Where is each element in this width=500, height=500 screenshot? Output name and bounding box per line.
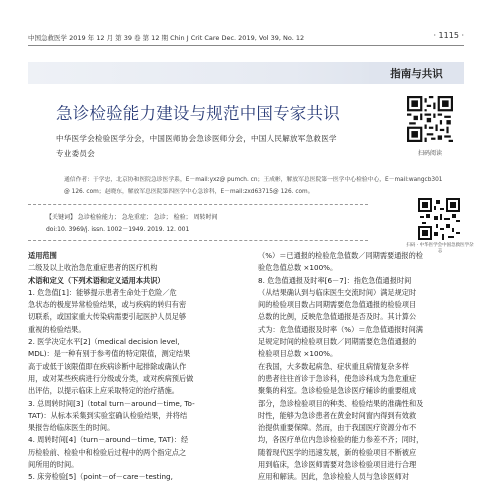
author-line: 专业委员会 xyxy=(56,148,95,158)
body-text-line: 部分，急诊检验项目的种类、检验结果的准确性和及 xyxy=(258,398,424,408)
body-text-line: （从结果确认到与临床医生交流时间）满足规定时 xyxy=(258,287,417,297)
body-text-line: 验危急值总数 ×100%。 xyxy=(258,263,338,273)
body-text-line: 均，各医疗单位内急诊检验的能力参差不齐；同时， xyxy=(258,435,424,445)
body-text-line: 聚集的科室。急诊检验是急诊医疗辅诊的重要组成 xyxy=(258,386,417,396)
body-text-line: 应用和解读。因此，急诊检验人员与急诊医师对 xyxy=(258,472,409,482)
page-number: · 1115 · xyxy=(433,31,464,40)
right-column xyxy=(258,250,463,484)
body-text-line: 间所用的时间。 xyxy=(28,460,79,470)
body-text-line: 历检验前、检验中和检验后过程中的两个指定点之 xyxy=(28,447,187,457)
body-text-line: 3. 总周转时间[3]（total turn－around－time, To- xyxy=(28,398,195,408)
body-text-line: 足规定时间的检验项目数／同期需要危急值通报的 xyxy=(258,337,417,347)
body-text-line: 急状态的极度异常检验结果，或与疾病的转归有密 xyxy=(28,300,187,310)
doi-line: doi:10. 3969/j. issn. 1002－1949. 2019. 12. 001 xyxy=(46,226,190,233)
body-text-line: 随着现代医学的迅速发展，新的检验项目不断被应 xyxy=(258,447,417,457)
qr-code-icon[interactable] xyxy=(407,96,453,142)
body-text-line: 总数的比例，反映危急值通报是否及时。其计算公 xyxy=(258,312,417,322)
correspondence-line: @ 126. com；赵晓东，解放军总医院第四医学中心急诊科，E－mail:zxd63715@ 126. com。 xyxy=(64,189,314,195)
qr2-caption: 扫码 · 中华医学会中国急救医学杂志 xyxy=(406,243,474,254)
body-text-line: （%）＝已通报的检验危急值数／同期需要通报的检 xyxy=(258,251,423,260)
body-text-line: 二级及以上收治急危重症患者的医疗机构 xyxy=(28,263,158,273)
body-text-line: 2. 医学决定水平[2]（medical decision level, xyxy=(28,337,180,347)
author-line: 中华医学会检验医学分会，中国医师协会急诊医师分会，中国人民解放军急救医学 xyxy=(56,134,337,143)
keywords-line: 【关键词】 急诊检验能力； 急危重症； 急诊； 检验； 周转时间 xyxy=(46,214,218,221)
left-column xyxy=(28,250,233,484)
body-text-line: MDL)：是一种有别于参考值的特定限值，测定结果 xyxy=(28,349,191,359)
header-rule xyxy=(28,45,464,46)
body-text-line: 出评估，以提示临床上应采取特定的治疗措施。 xyxy=(28,386,179,396)
body-text-line: 治提供重要保障。然而，由于我国医疗资源分布不 xyxy=(258,423,417,433)
keywords-block xyxy=(46,212,346,236)
body-text-line: 切联系，或国家重大传染病需要引起医护人员足够 xyxy=(28,312,187,322)
body-text-line: 5. 床旁检验[5]（point－of－care－testing, xyxy=(28,472,173,482)
body-text-line: 间的检验项目数占同期需要危急值通报的检验项目 xyxy=(258,300,417,310)
body-text-line: 高于或低于该限值即在疾病诊断中起排除或确认作 xyxy=(28,361,187,371)
body-text-line: 在我国，大多数起病急、症状重且病情复杂多样 xyxy=(258,361,409,371)
section-tag: 指南与共识 xyxy=(369,62,464,84)
body-text-line: 8. 危急值通报及时率[6－7]：指危急值通报时间 xyxy=(258,275,412,285)
correspondence xyxy=(64,174,464,198)
qr-code-icon[interactable] xyxy=(418,198,460,240)
body-text-line: 重视的检验结果。 xyxy=(28,324,86,334)
body-text-line: 检验项目总数 ×100%。 xyxy=(258,349,338,359)
body-text-line: 式为：危急值通报及时率（%）＝危急值通报时间满 xyxy=(258,324,423,334)
journal-header: 中国急救医学 2019 年 12 月 第 39 卷 第 12 期 Chin J Crit Care Dec. 2019, Vol 39, No. 12 xyxy=(28,34,305,42)
body-text-line: 1. 危急值[1]：能够提示患者生命处于危险／危 xyxy=(28,287,177,297)
article-title: 急诊检验能力建设与规范中国专家共识 xyxy=(56,104,340,123)
body-text-line: 适用范围 xyxy=(28,251,57,260)
author-list xyxy=(56,132,396,161)
keywords-bottom-rule xyxy=(28,240,368,241)
correspondence-line: 通信作者：于学忠，北京协和医院急诊医学系，E－mail:yxz@ pumch. cn；王成彬，解放军总医院第一医学中心检验中心，E－mail:wangcb301 xyxy=(64,177,443,183)
qr-caption: 扫码阅读 xyxy=(417,150,442,157)
body-text-line: 用，或对某些疾病进行分级或分类，或对疾病预后做 xyxy=(28,373,194,383)
body-text-line: 时性，能够为急诊患者在黄金时间窗内得到有效救 xyxy=(258,410,417,420)
body-text-line: 术语和定义（下列术语和定义适用本共识） xyxy=(28,275,165,285)
body-text-line: 用到临床，急诊医师需要对急诊检验项目进行合理 xyxy=(258,460,417,470)
body-text-line: 的患者往往首诊于急诊科，使急诊科成为急危重症 xyxy=(258,373,417,383)
body-text-line: TAT)：从标本采集到实验室确认检验结果，并将结 xyxy=(28,410,188,420)
body-text-line: 果报告给临床医生的时间。 xyxy=(28,423,115,433)
body-text-line: 4. 周转时间[4]（turn－around－time, TAT)：经 xyxy=(28,435,189,445)
keywords-top-rule xyxy=(28,204,368,205)
